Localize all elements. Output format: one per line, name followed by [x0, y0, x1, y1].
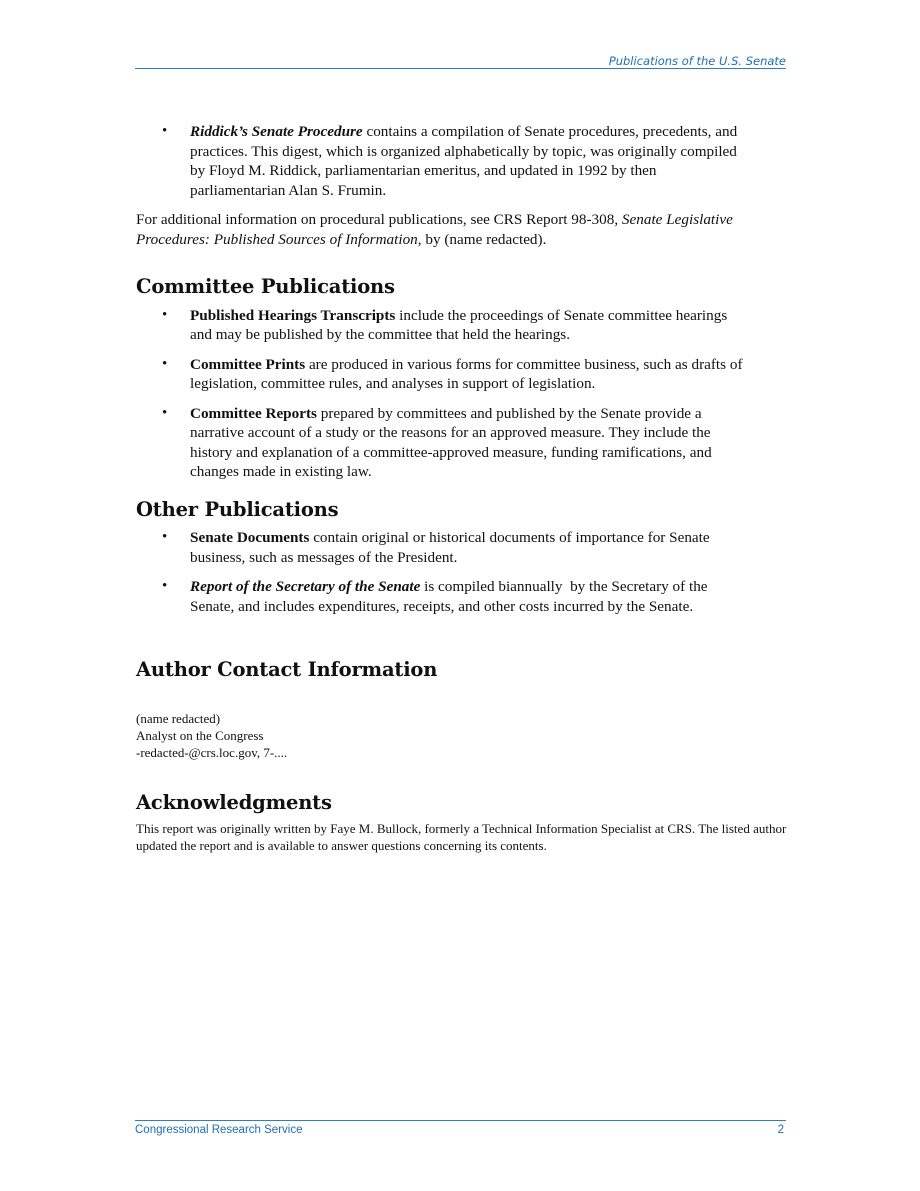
procedural-list [136, 122, 788, 200]
ack-heading: Acknowledgments [136, 790, 332, 814]
item-title: Published Hearings Transcripts [190, 306, 396, 324]
item-text: are produced in various forms for committee business, such as drafts of legislation, committee rules, and analyses in support of legislation. [190, 355, 743, 392]
committee-heading: Committee Publications [136, 275, 395, 298]
ack-text: This report was originally written by Faye M. Bullock, formerly a Technical Information Specialist at CRS. The listed author updated the report and is available to answer questions concerning its contents. [136, 821, 787, 853]
author-contact [136, 710, 788, 761]
item-text: include the proceedings of Senate committee hearings and may be published by the committee that held the hearings. [190, 306, 728, 343]
author-role: Analyst on the Congress [136, 727, 264, 743]
author-name: (name redacted) [136, 710, 221, 726]
other-heading: Other Publications [136, 497, 339, 521]
list-item [136, 404, 750, 482]
page-footer [135, 1120, 786, 1136]
page-body [136, 122, 788, 854]
author-email: -redacted-@crs.loc.gov, 7-.... [136, 744, 288, 760]
item-text: contain original or historical documents of importance for Senate business, such as messages of the President. [190, 529, 710, 566]
author-heading: Author Contact Information [136, 658, 438, 681]
other-list [136, 528, 788, 616]
report-title: Senate Legislative Procedures: Published Sources of Information [136, 211, 733, 248]
footer-org: Congressional Research Service [135, 1124, 303, 1136]
item-text: contains a compilation of Senate procedures, precedents, and practices. This digest, which is organized alphabetically by topic, was originally compiled by Floyd M. Riddick, parliamentarian emeritus, and updated in 1992 by then parliamentarian Alan S. Frumin. [190, 123, 738, 199]
item-text: is compiled biannually by the Secretary of the Senate, and includes expenditures, receipts, and other costs incurred by the Senate. [190, 578, 712, 615]
running-header [135, 54, 786, 69]
item-title: Senate Documents [190, 529, 310, 546]
item-title: Committee Prints [190, 355, 306, 373]
list-item [136, 528, 750, 567]
list-item [136, 122, 750, 200]
item-text: prepared by committees and published by the Senate provide a narrative account of a study or the reasons for an approved measure. They include the history and explanation of a committee-approved measure, funding ramifications, and changes made in existing law. [190, 404, 712, 480]
para-text-end: , by (name redacted). [417, 230, 547, 248]
header-title: Publications of the U.S. Senate [608, 54, 786, 68]
item-title: Committee Reports [190, 404, 317, 422]
item-title: Report of the Secretary of the Senate [190, 578, 421, 595]
item-title: Riddick’s Senate Procedure [190, 123, 363, 140]
list-item [136, 577, 750, 616]
para-text: For additional information on procedural publications, see CRS Report 98-308, [136, 211, 622, 228]
committee-list [136, 306, 788, 482]
list-item [136, 355, 750, 394]
page-number: 2 [777, 1124, 784, 1136]
procedural-paragraph [136, 210, 736, 249]
list-item [136, 306, 750, 345]
